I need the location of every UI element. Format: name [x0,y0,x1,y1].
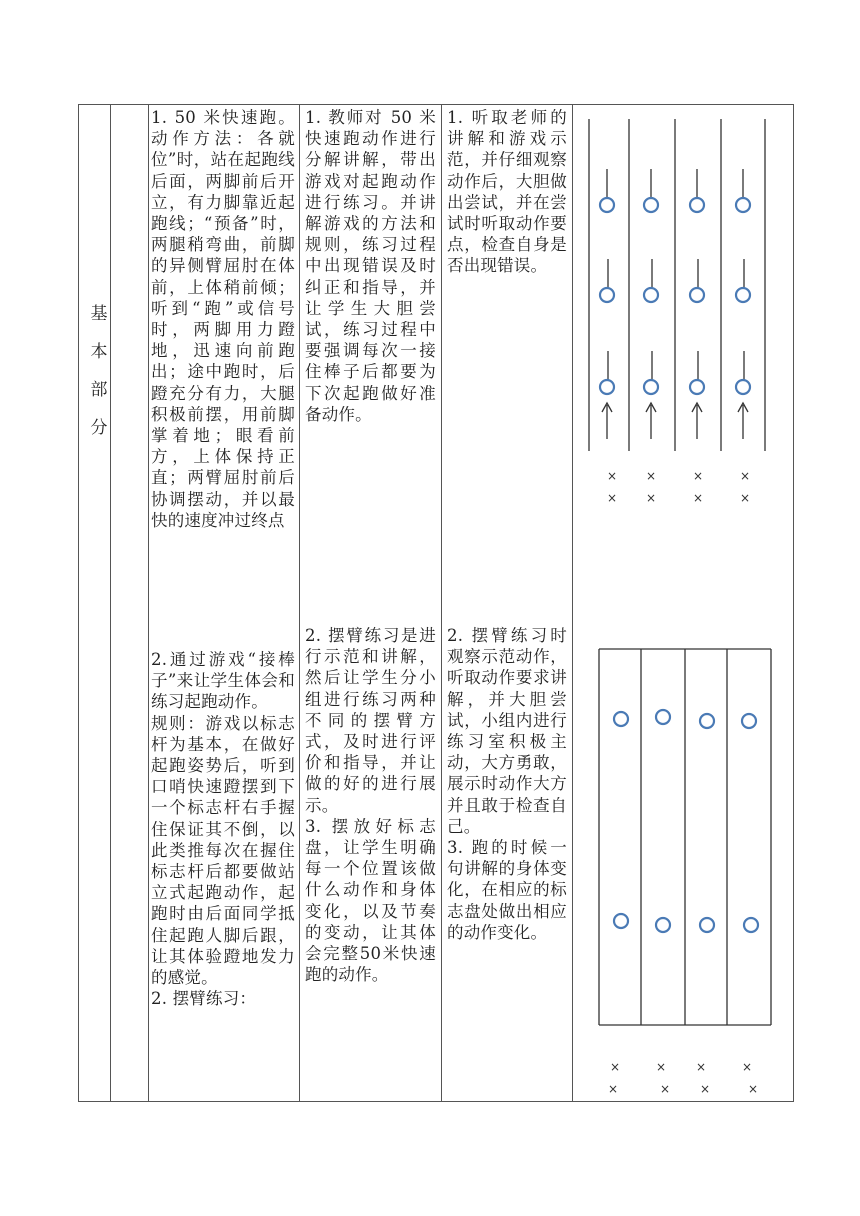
student-marker: × [655,1060,667,1074]
student-marker: × [747,1082,759,1096]
teacher-block-1: 1. 教师对 50 米快速跑动作进行分解讲解，带出游戏对起跑动作进行练习。并讲解游戏的方法和规则，练习过程中出现错误及时纠正和指导，并让学生大胆尝试，练习过程中要强调每次一接住棒子后都要为下次起跑做好准备动作。 [305,108,436,424]
student-marker: × [645,469,657,483]
column-divider [441,105,442,1101]
pole-circle [600,288,614,302]
marker-disc [614,712,628,726]
column-divider [572,105,573,1101]
marker-disc [700,714,714,728]
content-game-block: 2.通过游戏“接棒子”来让学生体会和练习起跑动作。 规则：游戏以标志杆为基本，在做好起跑姿势后，听到口哨快速蹬摆到下一个标志杆右手握住保证其不倒，以此类推每次在握住标志杆后都要做站立式起跑动作，起跑时由后面同学抵住起跑人脚后跟，让其体验蹬地发力的感觉。 2. 摆臂练习： [151,650,295,1009]
section-label: 基 本 部 分 [90,304,108,438]
student-block-2: 2. 摆臂练习时观察示范动作，听取动作要求讲解，并大胆尝试，小组内进行练习室积极主动，大方勇敢，展示时动作大方并且敢于检查自己。 3. 跑的时候一句讲解的身体变化，在相应的标志盘处做出相应的动作变化。 [447,626,567,942]
pole-circle [736,288,750,302]
student-marker: × [739,491,751,505]
marker-disc [614,914,628,928]
column-divider [110,105,111,1101]
pole-circle [690,380,704,394]
pole-circle [644,380,658,394]
marker-disc [656,710,670,724]
student-marker: × [659,1082,671,1096]
student-marker: × [645,491,657,505]
column-divider [299,105,300,1101]
lane-diagram-poles [579,105,791,525]
marker-disc [700,918,714,932]
pole-circle [644,288,658,302]
lesson-table [78,104,794,1102]
marker-disc [656,918,670,932]
student-block-1: 1. 听取老师的讲解和游戏示范，并仔细观察动作后，大胆做出尝试，并在尝试时听取动作要点，检查自身是否出现错误。 [447,108,567,276]
pole-circle [644,198,658,212]
pole-circle [736,380,750,394]
student-marker: × [606,469,618,483]
student-marker: × [692,469,704,483]
pole-circle [690,198,704,212]
pole-circle [600,380,614,394]
student-marker: × [741,1060,753,1074]
teacher-block-2: 2. 摆臂练习是进行示范和讲解，然后让学生分小组进行练习两种不同的摆臂方式，及时进行评价和指导，并让做的好的进行展示。 3. 摆放好标志盘，让学生明确每一个位置该做什么动作和身体变化，以及节奏的变动，让其体会完整50米快速跑的动作。 [305,626,436,985]
marker-disc [742,714,756,728]
pole-circle [600,198,614,212]
student-marker: × [609,1060,621,1074]
lane-diagram-discs [579,635,791,1103]
column-divider [148,105,149,1101]
student-marker: × [692,491,704,505]
pole-circle [690,288,704,302]
student-marker: × [606,491,618,505]
student-marker: × [699,1082,711,1096]
content-method-block: 1. 50 米快速跑。动作方法：各就位”时，站在起跑线后面，两脚前后开立，有力脚靠近起跑线；“预备”时，两腿稍弯曲，前脚的异侧臂屈肘在体前，上体稍前倾； 听到“跑”或信号时，两脚用力蹬地，迅速向前跑出；途中跑时，后蹬充分有力，大腿积极前摆，用前脚掌着地；眼看前方，上体保持正直；两臂屈肘前后协调摆动，并以最快的速度冲过终点 [151,108,306,530]
student-marker: × [607,1082,619,1096]
marker-disc [744,918,758,932]
pole-circle [736,198,750,212]
student-marker: × [739,469,751,483]
student-marker: × [695,1060,707,1074]
